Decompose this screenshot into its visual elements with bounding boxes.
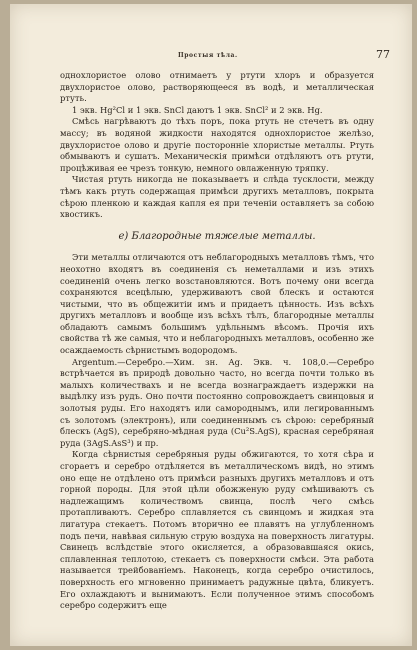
page-header: [10, 48, 412, 66]
spacer: [60, 221, 374, 231]
paragraph-1: однохлористое олово отнимаетъ у ртути хлоръ и образуется двухлористое олово, растворяющееся въ водѣ, и металлическая ртуть.: [60, 70, 374, 104]
page-number: 77: [376, 48, 390, 61]
paragraph-5: Эти металлы отличаются отъ неблагородныхъ металловъ тѣмъ, что неохотно входятъ въ соединенія съ неметаллами и изъ этихъ соединеній очень легко возстановляются. Вотъ почему они всегда сохраняются всецѣлыю, удерживаютъ свой блескъ и остаются чистыми, что въ общежитіи имъ и придаетъ цѣнность. Изъ всѣхъ другихъ металловъ и вообще изъ всѣхъ тѣлъ, благородные металлы обладаютъ самымъ большимъ удѣльнымъ вѣсомъ. Прочія ихъ свойства тѣ же самыя, что и неблагородныхъ металловъ, особенно же осаждаемость сѣрнистымъ водородомъ.: [60, 252, 374, 356]
spacer: [60, 242, 374, 252]
paragraph-4: Чистая ртуть никогда не показываетъ и слѣда тусклости, между тѣмъ какъ ртуть содержащая примѣси другихъ металловъ, покрыта сѣрою пленкою и каждая капля ея при теченіи оставляетъ за собою хвостикъ.: [60, 174, 374, 220]
book-page: [10, 4, 412, 646]
section-title: е) Благородные тяжелые металлы.: [118, 230, 316, 242]
paragraph-argentum: Argentum.—Серебро.—Хим. зн. Ag. Экв. ч. 108,0.—Серебро встрѣчается въ природѣ довольно часто, но всегда почти только въ малыхъ количествахъ и не всегда вознаграждаетъ издержки на выдѣлку изъ рудъ. Оно почти постоянно сопровождаетъ свинцовыя и золотыя руды. Его находятъ или самороднымъ, или легированнымъ съ золотомъ (электронъ), или соединеннымъ съ сѣрою: серебряный блескъ (AgS), серебряно-мѣдная руда (Cu²S.AgS), красная серебряная руда (3AgS.AsS³) и пр.: [60, 356, 374, 448]
paragraph-7: Когда сѣрнистыя серебряныя руды обжигаются, то хотя сѣра и сгораетъ и серебро отдѣляется въ металлическомъ видѣ, но этимъ оно еще не отдѣлено отъ примѣси разныхъ другихъ металловъ и отъ горной породы. Для этой цѣли обожженую руду смѣшиваютъ съ надлежащимъ количествомъ свинца, послѣ чего смѣсь протапливаютъ. Серебро сплавляется съ свинцомъ и жидкая эта лигатура стекаетъ. Потомъ вторично ее плавятъ на углубленномъ подъ печи, навѣвая сильную струю воздуха на поверхность лигатуры. Свинецъ вслѣдствіе этого окисляется, а образовавшаяся окись, сплавленная теплотою, стекаетъ съ поверхности смѣси. Эта работа называется трейбованіемъ. Наконецъ, когда серебро очистилось, поверхность его мгновенно принимаетъ радужные цвѣта, бликуетъ. Его охлаждаютъ и вынимаютъ. Если полученное этимъ способомъ серебро содержитъ еще: [60, 449, 374, 611]
paragraph-equation: 1 экв. Hg²Cl и 1 экв. SnCl даютъ 1 экв. SnCl² и 2 экв. Hg.: [72, 104, 323, 115]
page-text: [60, 70, 374, 612]
running-head: Простыя тѣла.: [178, 52, 238, 59]
paragraph-3: Смѣсь нагрѣваютъ до тѣхъ поръ, пока ртуть не стечетъ въ одну массу; въ водяной жидкости находятся однохлористое желѣзо, двухлористое олово и другіе посторонніе хлористые металлы. Ртуть обмываютъ и сушатъ. Механическія примѣси отдѣляютъ отъ ртути, процѣживая ее чрезъ тонкую, немного овлаженную тряпку.: [60, 116, 374, 173]
